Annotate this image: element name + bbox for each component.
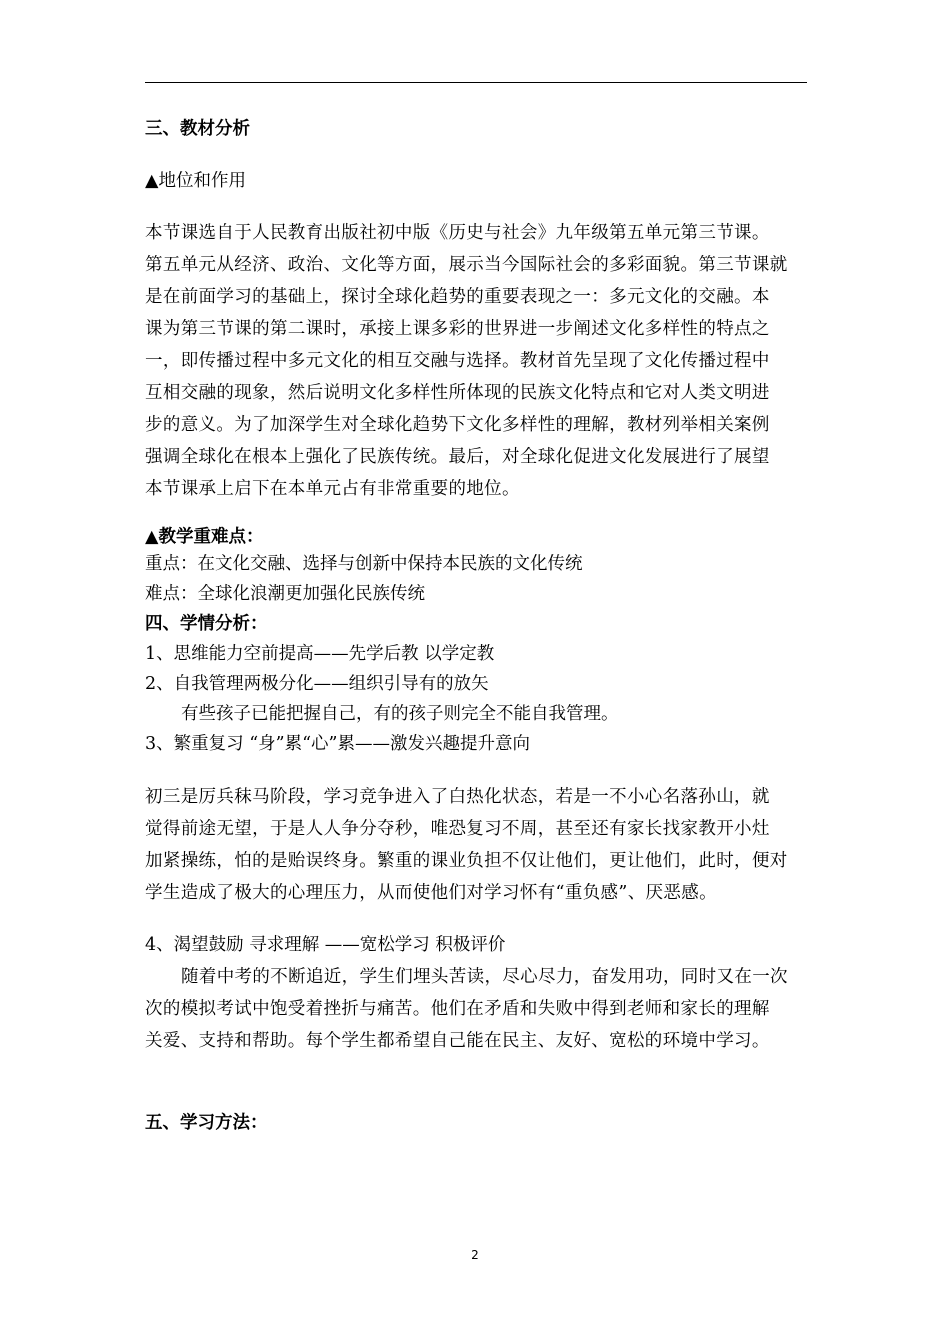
header-rule (145, 82, 807, 83)
paragraph-line: 本节课承上启下在本单元占有非常重要的地位。 (145, 479, 520, 499)
section3-heading: 三、教材分析 (145, 119, 250, 139)
paragraph-line: 初三是厉兵秣马阶段，学习竞争进入了白热化状态，若是一不小心名落孙山，就 (145, 787, 770, 807)
analysis-item-3: 3、繁重复习 “身”累“心”累——激发兴趣提升意向 (145, 734, 530, 754)
paragraph-line: 随着中考的不断追近，学生们埋头苦读，尽心尽力，奋发用功，同时又在一次 (181, 967, 788, 987)
paragraph-line: 觉得前途无望，于是人人争分夺秒，唯恐复习不周，甚至还有家长找家教开小灶 (145, 819, 770, 839)
key-point: 重点：在文化交融、选择与创新中保持本民族的文化传统 (145, 554, 583, 574)
analysis-item-2-detail: 有些孩子已能把握自己，有的孩子则完全不能自我管理。 (181, 704, 619, 724)
analysis-item-2: 2、自我管理两极分化——组织引导有的放矢 (145, 674, 489, 694)
section3-subheading: ▲地位和作用 (145, 171, 246, 191)
paragraph-line: 步的意义。为了加深学生对全球化趋势下文化多样性的理解，教材列举相关案例 (145, 415, 770, 435)
paragraph-line: 是在前面学习的基础上，探讨全球化趋势的重要表现之一：多元文化的交融。本 (145, 287, 770, 307)
paragraph-line: 课为第三节课的第二课时，承接上课多彩的世界进一步阐述文化多样性的特点之 (145, 319, 770, 339)
analysis-item-1: 1、思维能力空前提高——先学后教 以学定教 (145, 644, 495, 664)
paragraph-line: 本节课选自于人民教育出版社初中版《历史与社会》九年级第五单元第三节课。 (145, 223, 770, 243)
paragraph-line: 一，即传播过程中多元文化的相互交融与选择。教材首先呈现了文化传播过程中 (145, 351, 770, 371)
paragraph-line: 学生造成了极大的心理压力，从而使他们对学习怀有“重负感”、厌恶感。 (145, 883, 717, 903)
section5-heading: 五、学习方法： (145, 1113, 268, 1133)
paragraph-line: 强调全球化在根本上强化了民族传统。最后，对全球化促进文化发展进行了展望 (145, 447, 770, 467)
section4-heading: 四、学情分析： (145, 614, 268, 634)
paragraph-line: 第五单元从经济、政治、文化等方面，展示当今国际社会的多彩面貌。第三节课就 (145, 255, 788, 275)
difficult-point: 难点：全球化浪潮更加强化民族传统 (145, 584, 425, 604)
paragraph-line: 关爱、支持和帮助。每个学生都希望自己能在民主、友好、宽松的环境中学习。 (145, 1031, 770, 1051)
analysis-item-4: 4、渴望鼓励 寻求理解 ——宽松学习 积极评价 (145, 935, 506, 955)
paragraph-line: 加紧操练，怕的是贻误终身。繁重的课业负担不仅让他们，更让他们，此时，便对 (145, 851, 788, 871)
page-number: 2 (471, 1248, 479, 1262)
paragraph-line: 次的模拟考试中饱受着挫折与痛苦。他们在矛盾和失败中得到老师和家长的理解 (145, 999, 770, 1019)
key-points-heading: ▲教学重难点： (145, 527, 264, 547)
paragraph-line: 互相交融的现象，然后说明文化多样性所体现的民族文化特点和它对人类文明进 (145, 383, 770, 403)
